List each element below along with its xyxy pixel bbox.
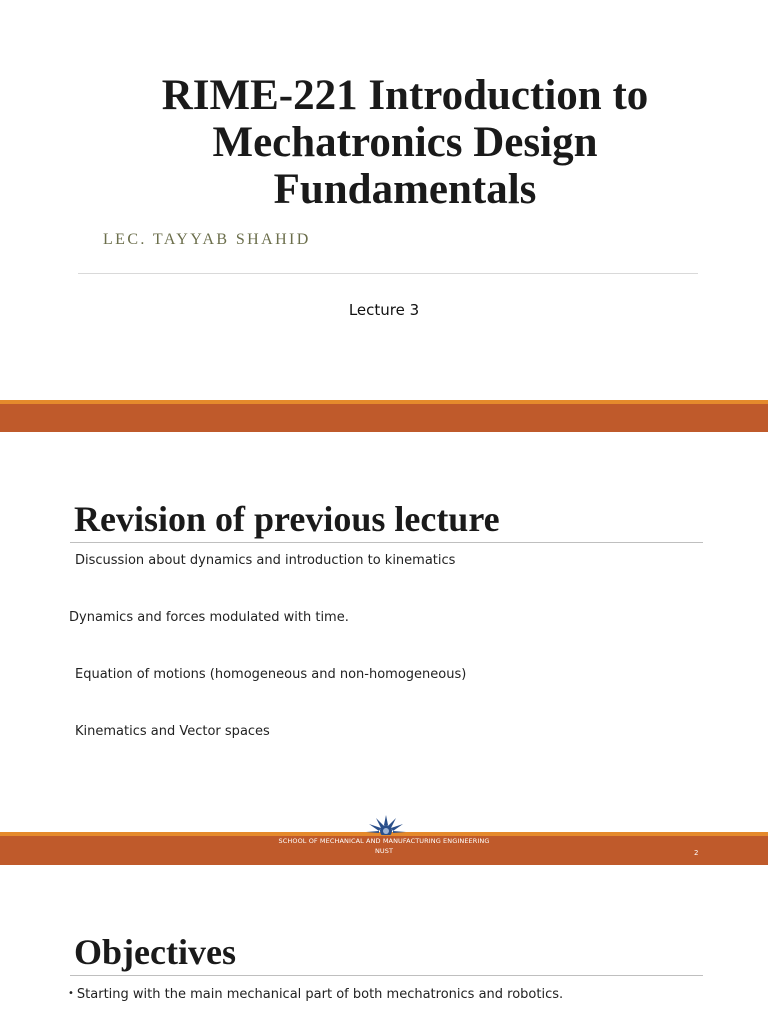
- title-divider: [78, 273, 698, 274]
- footer-school-name: SCHOOL OF MECHANICAL AND MANUFACTURING ENGINEERING: [278, 837, 490, 845]
- bullet-icon: •: [68, 988, 74, 999]
- band-accent-line: [0, 400, 768, 404]
- page-number: 2: [694, 849, 699, 857]
- title-line-2: Mechatronics Design: [212, 119, 598, 166]
- nust-logo-icon: [364, 811, 408, 835]
- slide-heading: Revision of previous lecture: [74, 499, 500, 539]
- lecture-number: Lecture 3: [348, 301, 420, 319]
- revision-point: Kinematics and Vector spaces: [75, 724, 270, 739]
- revision-point: Dynamics and forces modulated with time.: [69, 610, 349, 625]
- title-slide: [0, 0, 768, 400]
- revision-point: Discussion about dynamics and introduction to kinematics: [75, 553, 456, 568]
- footer-university: NUST: [374, 847, 394, 855]
- revision-point: Equation of motions (homogeneous and non-homogeneous): [75, 667, 467, 682]
- revision-slide: [0, 432, 768, 832]
- objectives-slide: [0, 865, 768, 1024]
- title-line-3: Fundamentals: [273, 166, 537, 213]
- objective-bullet: [68, 987, 563, 1002]
- slide-separator-band: [0, 400, 768, 432]
- presentation-title: [80, 72, 730, 213]
- footer-band: [0, 832, 768, 865]
- objective-text: Starting with the main mechanical part of both mechatronics and robotics.: [76, 987, 564, 1002]
- heading-rule: [70, 975, 703, 976]
- title-line-1: RIME-221 Introduction to: [161, 72, 649, 119]
- slide-heading: Objectives: [74, 932, 236, 972]
- heading-rule: [70, 542, 703, 543]
- author-name: LEC. TAYYAB SHAHID: [103, 231, 311, 248]
